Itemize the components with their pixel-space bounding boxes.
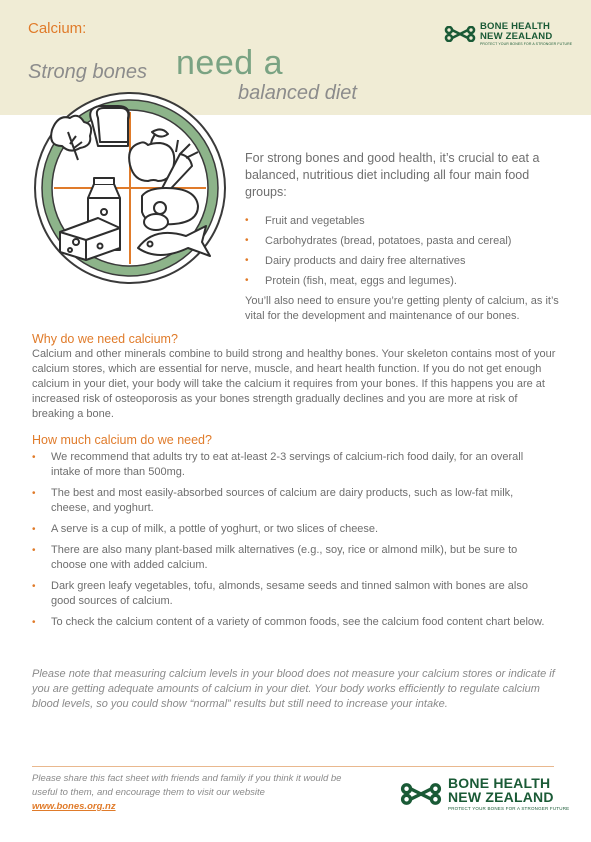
share-text: Please share this fact sheet with friends and family if you think it would be useful to them, and encourage them to visit our website www.bones.org.nz [32, 773, 342, 812]
list-item: • Dark green leafy vegetables, tofu, almonds, sesame seeds and tinned salmon with bones are also good sources of calcium. [32, 579, 552, 609]
list-item: • Dairy products and dairy free alternatives [245, 251, 565, 271]
logo-tagline: PROTECT YOUR BONES FOR A STRONGER FUTURE [448, 806, 570, 811]
how-list [32, 450, 552, 636]
headline-part-1: Strong bones [28, 61, 147, 83]
logo-line-2: NEW ZEALAND [480, 30, 553, 42]
list-item: • There are also many plant-based milk alternatives (e.g., soy, rice or almond milk), but be sure to choose one with added calcium. [32, 543, 552, 573]
headline-part-3: balanced diet [238, 82, 357, 104]
list-item: • To check the calcium content of a variety of common foods, see the calcium food content chart below. [32, 615, 552, 630]
website-link[interactable]: www.bones.org.nz [32, 801, 116, 812]
list-item: • Protein (fish, meat, eggs and legumes). [245, 271, 565, 291]
list-item: • The best and most easily-absorbed sources of calcium are dairy products, such as low-fat milk, cheese, and yoghurt. [32, 486, 552, 516]
logo-line-1: BONE HEALTH [480, 21, 551, 32]
bone-knot-icon [444, 26, 476, 42]
page-kicker: Calcium: [28, 20, 87, 37]
food-group-list [245, 211, 565, 291]
intro-text: For strong bones and good health, it’s crucial to eat a balanced, nutritious diet including all four main food groups: [245, 151, 540, 199]
brand-logo-header[interactable] [444, 22, 572, 47]
list-item: • A serve is a cup of milk, a pottle of yoghurt, or two slices of cheese. [32, 522, 552, 537]
brand-logo-footer[interactable] [400, 776, 569, 812]
headline-part-2: need a [176, 44, 283, 82]
logo-line-2: NEW ZEALAND [448, 789, 554, 805]
logo-line-1: BONE HEALTH [448, 775, 551, 791]
list-item: • Fruit and vegetables [245, 211, 565, 231]
bone-knot-icon [400, 783, 442, 805]
why-body: Calcium and other minerals combine to build strong and healthy bones. Your skeleton contains most of your calcium stores, which are essential for nerve, muscle, and heart health function. If you do not get enough calcium in your diet, your body will take the calcium it requires from your bones. If this happens you are at increased risk of osteoporosis as your bones strength gradually declines and you are more at risk of breaking a bone. [32, 348, 556, 420]
food-plate-icon [30, 88, 230, 288]
bread-icon [90, 106, 129, 146]
logo-tagline: PROTECT YOUR BONES FOR A STRONGER FUTURE [480, 42, 573, 46]
how-heading: How much calcium do we need? [32, 433, 212, 447]
list-item: • Carbohydrates (bread, potatoes, pasta and cereal) [245, 231, 565, 251]
list-item: • We recommend that adults try to eat at-least 2-3 servings of calcium-rich food daily, for an overall intake of more than 500mg. [32, 450, 552, 480]
intro-outro: You’ll also need to ensure you’re getting plenty of calcium, as it’s vital for the development and maintenance of our bones. [245, 295, 559, 322]
footer-divider [32, 766, 554, 767]
why-heading: Why do we need calcium? [32, 332, 178, 346]
italic-note: Please note that measuring calcium levels in your blood does not measure your calcium stores or indicate if you are getting adequate amounts of calcium in your diet. Your body works efficiently to regulate calcium blood levels, so you could show “normal” results but still need to increase your intake. [32, 668, 555, 710]
